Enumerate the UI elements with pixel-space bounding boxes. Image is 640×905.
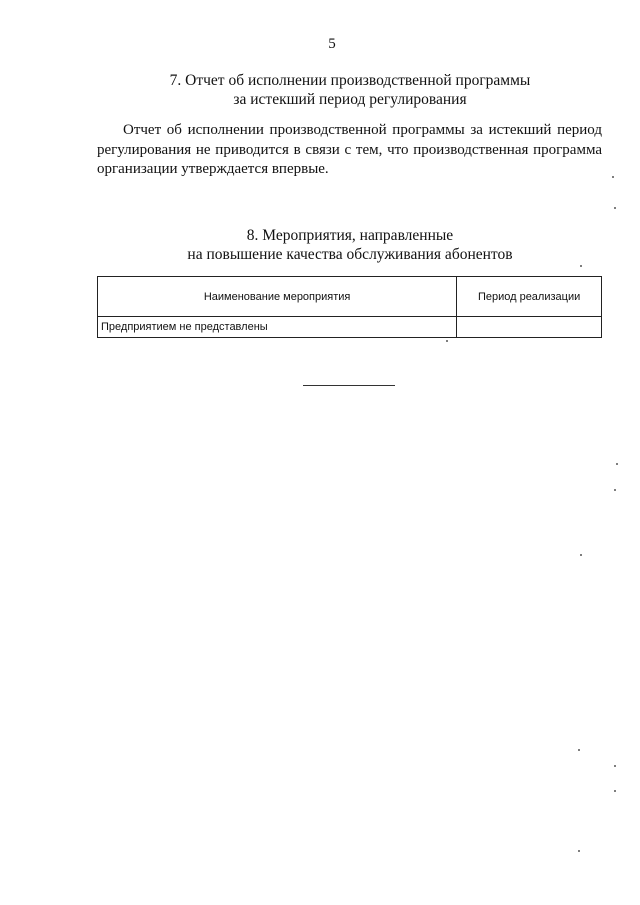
scan-speck xyxy=(614,765,616,767)
column-header-measure-name: Наименование мероприятия xyxy=(98,277,457,317)
section-8-title-line-2: на повышение качества обслуживания абонентов xyxy=(187,246,513,263)
section-7-heading xyxy=(30,71,640,109)
page-number: 5 xyxy=(328,36,336,52)
scan-speck xyxy=(614,790,616,792)
scan-speck xyxy=(616,463,618,465)
table-row xyxy=(98,317,602,338)
section-7-paragraph: Отчет об исполнении производственной программы за истекший период регулирования не приводится в связи с тем, что производственная программа организации утверждается впервые. xyxy=(97,122,602,177)
section-8-title-line-1: 8. Мероприятия, направленные xyxy=(246,227,454,244)
section-7-title-line-2: за истекший период регулирования xyxy=(233,91,467,108)
table-header-row xyxy=(98,277,602,317)
measures-table xyxy=(97,276,602,338)
scan-speck xyxy=(580,554,582,556)
column-header-period: Период реализации xyxy=(457,277,602,317)
table-cell-measure-name: Предприятием не представлены xyxy=(98,317,457,338)
scan-speck xyxy=(446,340,448,342)
scan-speck xyxy=(580,265,582,267)
scan-speck xyxy=(612,176,614,178)
section-8-heading xyxy=(30,226,640,264)
scan-speck xyxy=(614,207,616,209)
table-cell-period xyxy=(457,317,602,338)
end-of-document-rule xyxy=(303,385,395,386)
scan-speck xyxy=(614,489,616,491)
scan-speck xyxy=(578,850,580,852)
scan-speck xyxy=(578,749,580,751)
section-7-title-line-1: 7. Отчет об исполнении производственной программы xyxy=(169,72,531,89)
